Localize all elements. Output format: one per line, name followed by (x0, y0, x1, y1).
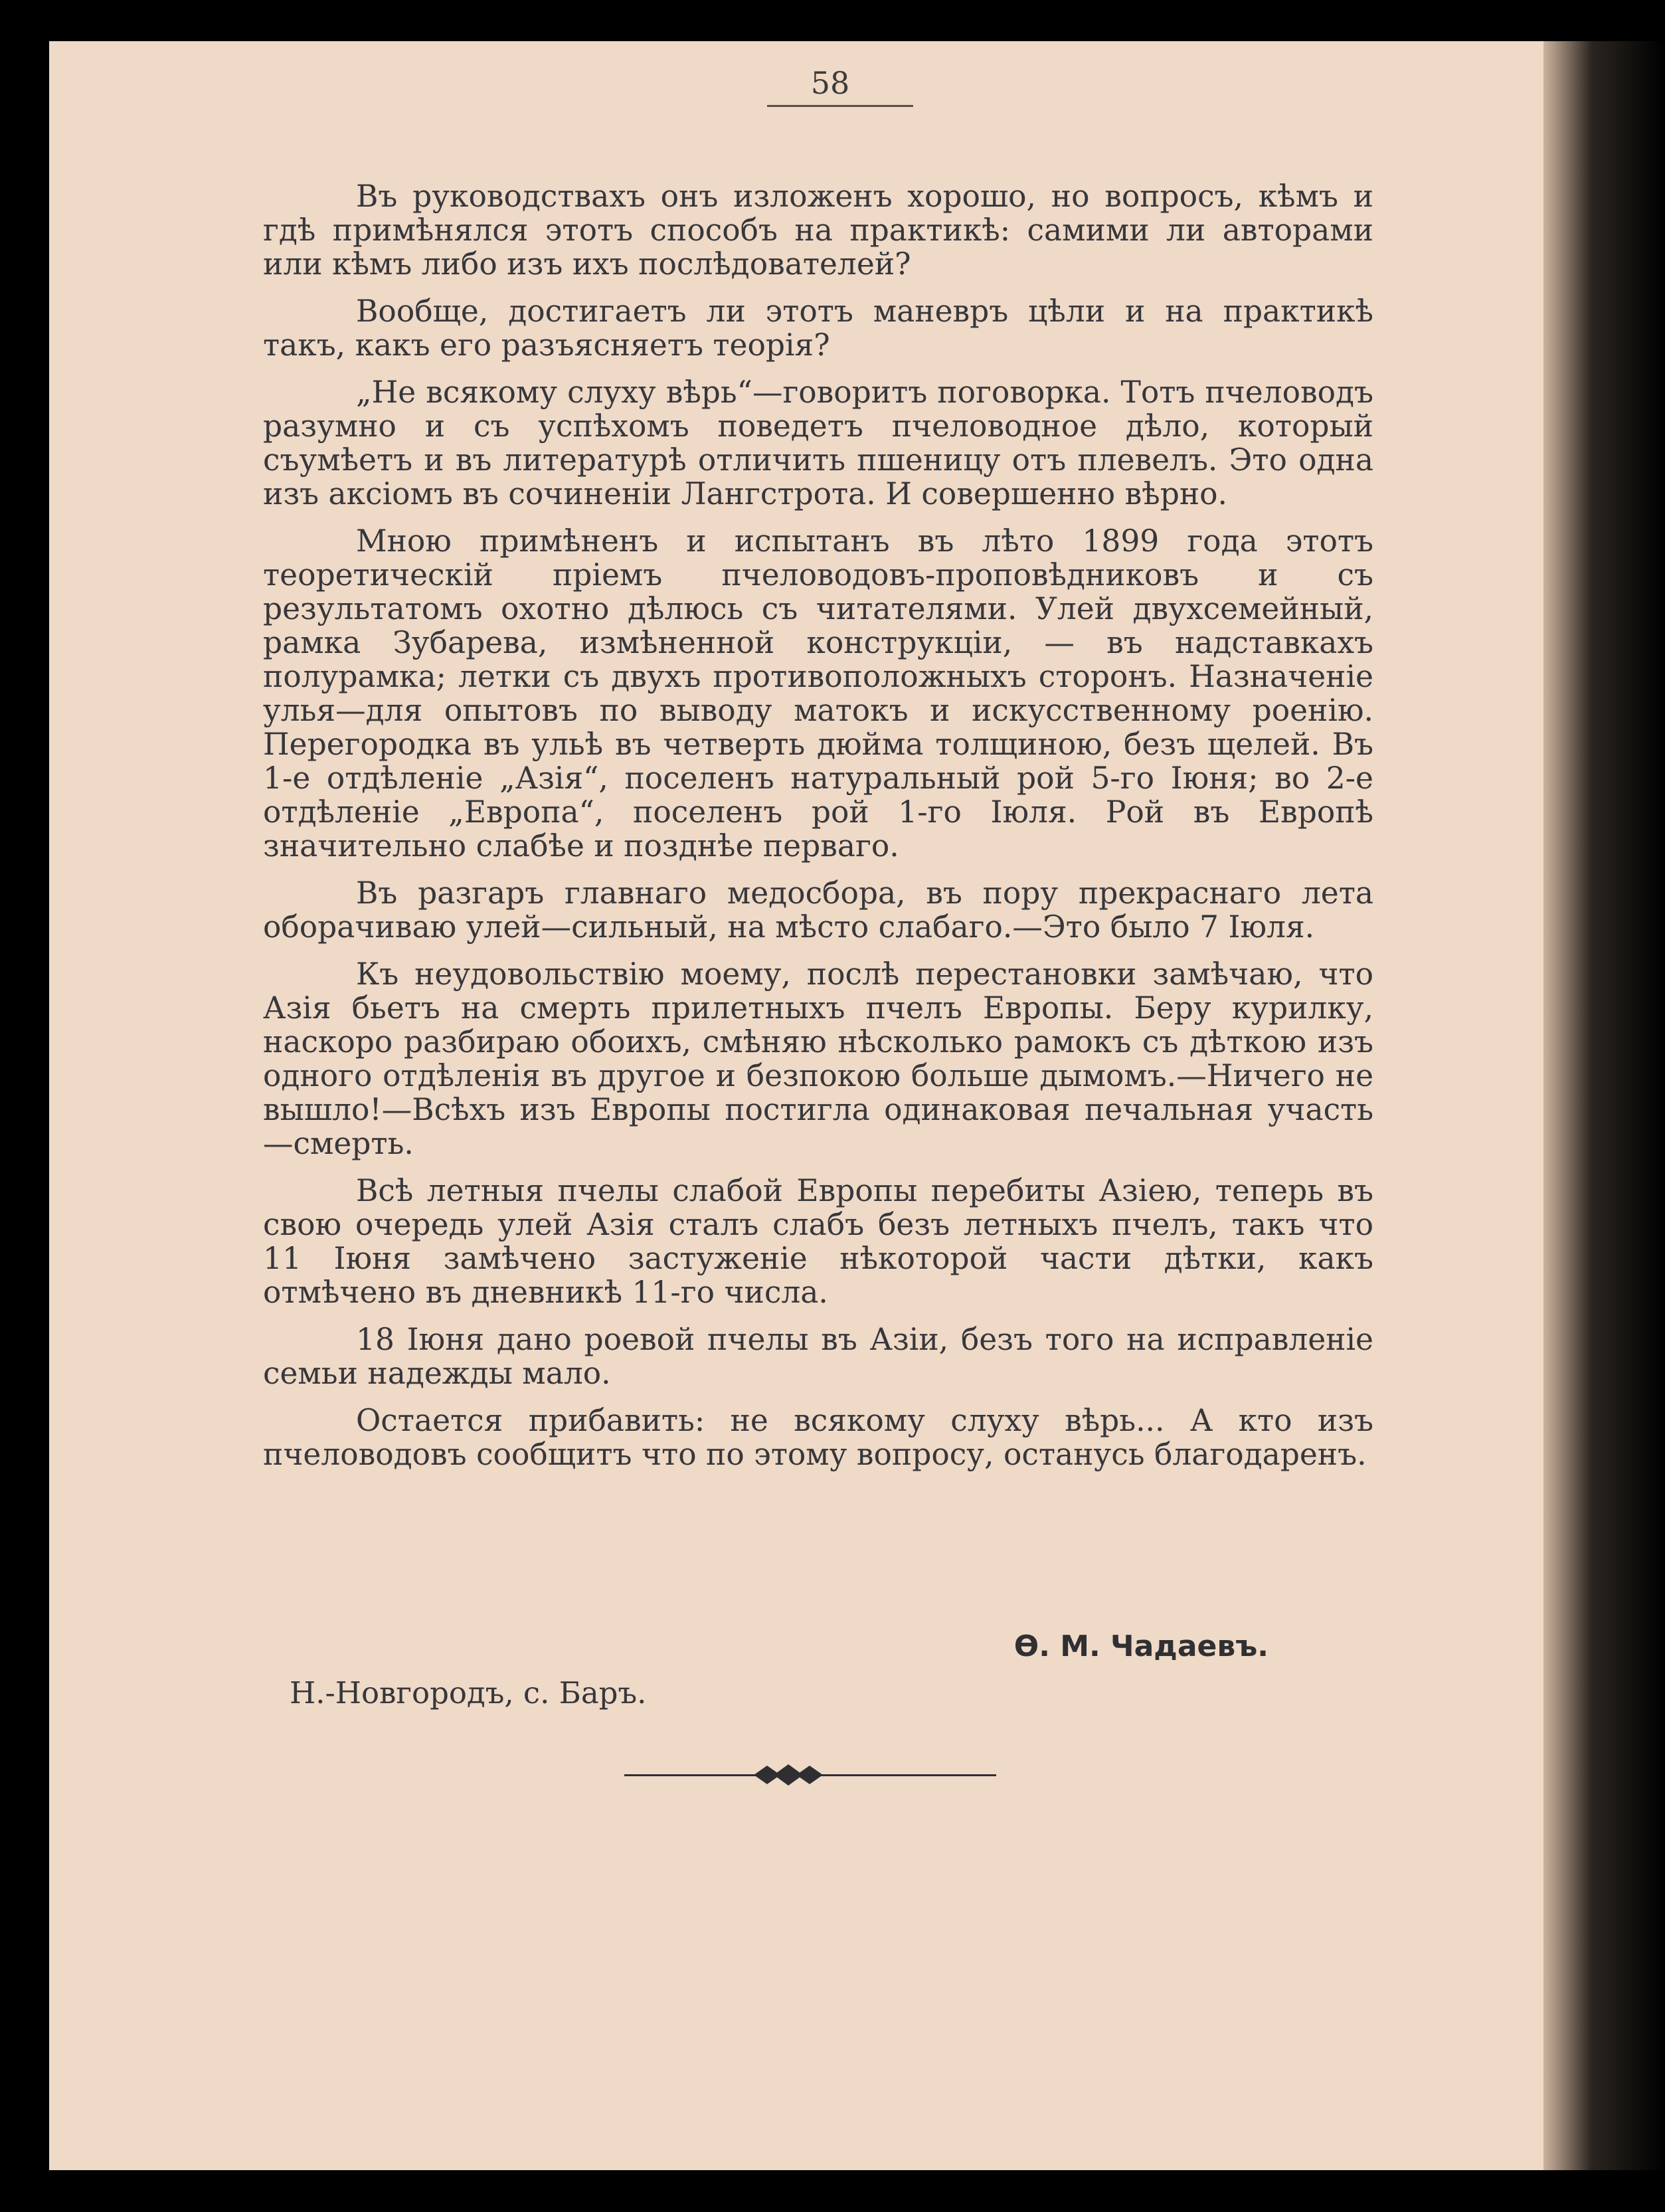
paragraph: Вообще, достигаетъ ли этотъ маневръ цѣли и на практикѣ такъ, какъ его разъясняетъ теорія? (263, 294, 1373, 363)
paragraph: Къ неудовольствію моему, послѣ перестановки замѣчаю, что Азія бьетъ на смерть прилетныхъ пчелъ Европы. Беру курилку, наскоро разбираю обоихъ, смѣняю нѣсколько рамокъ съ дѣткою изъ одного отдѣленія въ другое и безпокою больше дымомъ.—Ничего не вышло!—Всѣхъ изъ Европы постигла одинаковая печальная участь—смерть. (263, 957, 1373, 1161)
ornament-divider (624, 1762, 996, 1788)
book-binding-edge (1543, 41, 1665, 2170)
page-number: 58 (810, 65, 850, 101)
page-number-rule (767, 105, 913, 107)
author-signature: Ѳ. М. Чадаевъ. (1013, 1629, 1269, 1663)
paragraph: „Не всякому слуху вѣрь“—говоритъ поговорка. Тотъ пчеловодъ разумно и съ успѣхомъ поведетъ пчеловодное дѣло, который съумѣетъ и въ литературѣ отличить пшеницу отъ плевелъ. Это одна изъ аксіомъ въ сочиненіи Лангстрота. И совершенно вѣрно. (263, 375, 1373, 511)
place-line: Н.-Новгородъ, с. Баръ. (290, 1675, 647, 1710)
article-body (263, 179, 1373, 1485)
paragraph: Остается прибавить: не всякому слуху вѣрь... А кто изъ пчеловодовъ сообщитъ что по этому вопросу, останусь благодаренъ. (263, 1403, 1373, 1472)
paragraph: Въ руководствахъ онъ изложенъ хорошо, но вопросъ, кѣмъ и гдѣ примѣнялся этотъ способъ на практикѣ: самими ли авторами или кѣмъ либо изъ ихъ послѣдователей? (263, 179, 1373, 282)
paragraph: 18 Іюня дано роевой пчелы въ Азіи, безъ того на исправленіе семьи надежды мало. (263, 1322, 1373, 1391)
paragraph: Мною примѣненъ и испытанъ въ лѣто 1899 года этотъ теоретическій пріемъ пчеловодовъ-проповѣдниковъ и съ результатомъ охотно дѣлюсь съ читателями. Улей двухсемейный, рамка Зубарева, измѣненной конструкціи, — въ надставкахъ полурамка; летки съ двухъ противоположныхъ сторонъ. Назначеніе улья—для опытовъ по выводу матокъ и искусственному роенію. Перегородка въ ульѣ въ четверть дюйма толщиною, безъ щелей. Въ 1-е отдѣленіе „Азія“, поселенъ натуральный рой 5-го Іюня; во 2-е отдѣленіе „Европа“, поселенъ рой 1-го Іюля. Рой въ Европѣ значительно слабѣе и позднѣе перваго. (263, 523, 1373, 864)
paragraph: Въ разгаръ главнаго медосбора, въ пору прекраснаго лета оборачиваю улей—сильный, на мѣсто слабаго.—Это было 7 Іюля. (263, 876, 1373, 945)
paragraph: Всѣ летныя пчелы слабой Европы перебиты Азіею, теперь въ свою очередь улей Азія сталъ слабъ безъ летныхъ пчелъ, такъ что 11 Іюня замѣчено застуженіе нѣкоторой части дѣтки, какъ отмѣчено въ дневникѣ 11-го числа. (263, 1173, 1373, 1310)
